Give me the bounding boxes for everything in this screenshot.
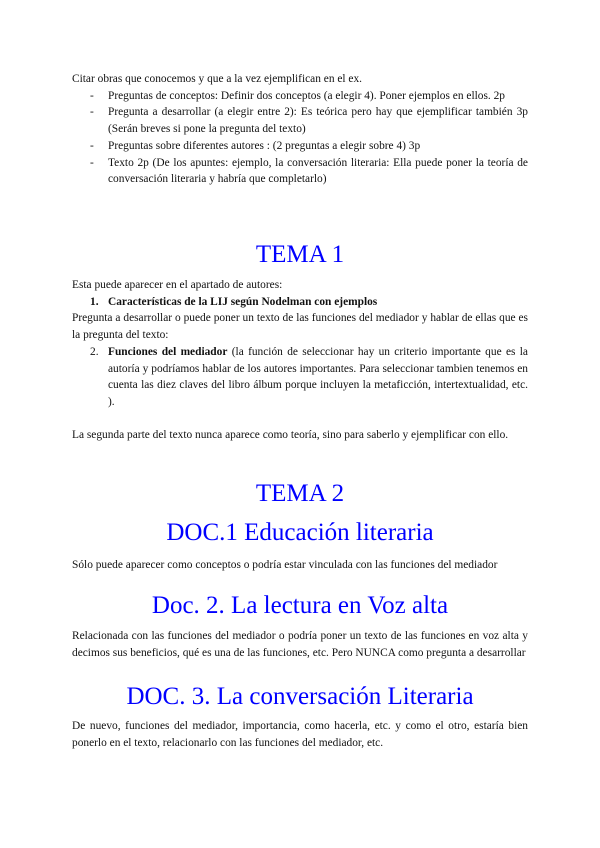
list-item: [72, 294, 528, 311]
tema1-section: [72, 277, 528, 444]
doc3-text: De nuevo, funciones del mediador, importancia, como hacerla, etc. y como el otro, estaría bien ponerlo en el texto, relacionarlo con las funciones del mediador, etc.: [72, 720, 528, 749]
list-item: - Texto 2p (De los apuntes: ejemplo, la conversación literaria: Ella puede poner la teoría de conversación literaria y habría que completarlo): [72, 155, 528, 188]
item-title: Funciones del mediador: [108, 345, 228, 358]
tema1-middle: Pregunta a desarrollar o puede poner un texto de las funciones del mediador y hablar de ellas que es la pregunta del texto:: [72, 312, 528, 342]
intro-text: Citar obras que conocemos y que a la vez ejemplifican en el ex.: [72, 73, 363, 85]
heading-tema-1: TEMA 1: [255, 241, 345, 268]
list-item: - Pregunta a desarrollar (a elegir entre 2): Es teórica pero hay que ejemplificar también 3p (Serán breves si pone la pregunta del texto): [72, 104, 528, 137]
list-item: - Preguntas de conceptos: Definir dos conceptos (a elegir 4). Poner ejemplos en ellos. 2p: [72, 88, 528, 105]
heading-tema-2: TEMA 2: [255, 480, 345, 507]
list-item: [72, 344, 528, 411]
item-number: 2.: [90, 345, 99, 358]
heading-doc-2: Doc. 2. La lectura en Voz alta: [151, 592, 449, 619]
tema1-closing: La segunda parte del texto nunca aparece como teoría, sino para saberlo y ejemplificar con ello.: [72, 429, 509, 442]
heading-doc-3: DOC. 3. La conversación Literaria: [126, 683, 474, 710]
item-title: Características de la LIJ según Nodelman con ejemplos: [108, 295, 378, 308]
doc2-text: Relacionada con las funciones del mediador o podría poner un texto de las funciones en voz alta y decimos sus beneficios, qué es una de las funciones, etc. Pero NUNCA como pregunta a desarrollar: [72, 630, 528, 659]
intro-section: [72, 71, 528, 188]
item-number: 1.: [90, 295, 99, 308]
tema1-list-2: [72, 344, 528, 411]
item-text: (la función de seleccionar hay un criterio importante que es la autoría y podríamos hablar de los autores importantes. Para seleccionar tambien tenemos en cuenta las diez claves del libro álbum porque incluyen la metaficción, intertextualidad, etc. ).: [108, 345, 528, 408]
tema1-lead: Esta puede aparecer en el apartado de autores:: [72, 279, 283, 291]
tema1-list-1: [72, 294, 528, 311]
exam-structure-list: [72, 88, 528, 188]
heading-doc-1: DOC.1 Educación literaria: [166, 519, 434, 546]
list-item: - Preguntas sobre diferentes autores : (2 preguntas a elegir sobre 4) 3p: [72, 138, 528, 155]
doc1-text: Sólo puede aparecer como conceptos o podría estar vinculada con las funciones del mediador: [72, 559, 498, 571]
